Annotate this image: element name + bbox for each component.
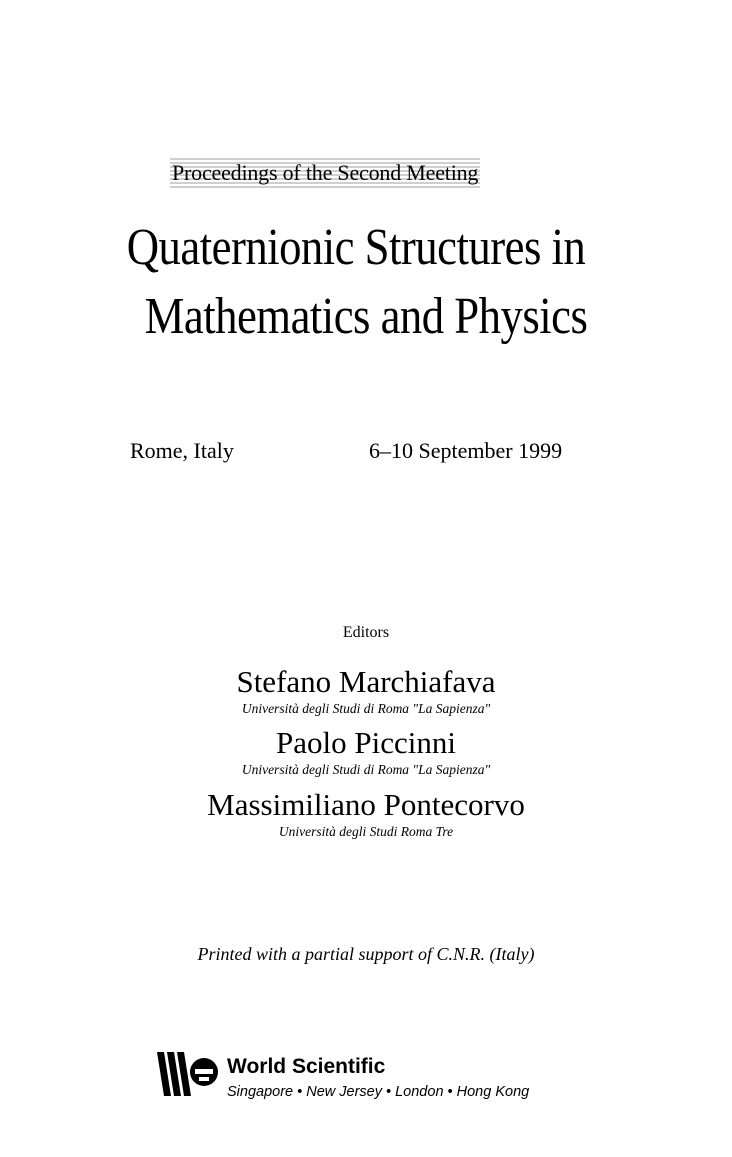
support-note: Printed with a partial support of C.N.R. (Italy) bbox=[197, 944, 535, 964]
meeting-dates: 6–10 September 1999 bbox=[369, 438, 563, 463]
editor-name: Stefano Marchiafava bbox=[236, 664, 496, 699]
editor-name: Massimiliano Pontecorvo bbox=[207, 787, 525, 822]
meeting-place: Rome, Italy bbox=[130, 438, 234, 463]
proceedings-line: Proceedings of the Second Meeting bbox=[170, 158, 480, 188]
editors-label: Editors bbox=[342, 624, 390, 641]
publisher-name: World Scientific bbox=[227, 1055, 386, 1078]
publisher-cities: Singapore • New Jersey • London • Hong Kong bbox=[227, 1084, 530, 1100]
editor-affiliation: Università degli Studi Roma Tre bbox=[278, 824, 454, 839]
editor-affiliation: Università degli Studi di Roma "La Sapienza" bbox=[241, 701, 491, 716]
book-title-line-1: Quaternionic Structures in bbox=[126, 219, 586, 276]
world-scientific-logo-icon bbox=[157, 1052, 219, 1096]
book-title-line-2: Mathematics and Physics bbox=[144, 288, 588, 345]
editor-name: Paolo Piccinni bbox=[276, 725, 456, 760]
editor-affiliation: Università degli Studi di Roma "La Sapienza" bbox=[241, 762, 491, 777]
